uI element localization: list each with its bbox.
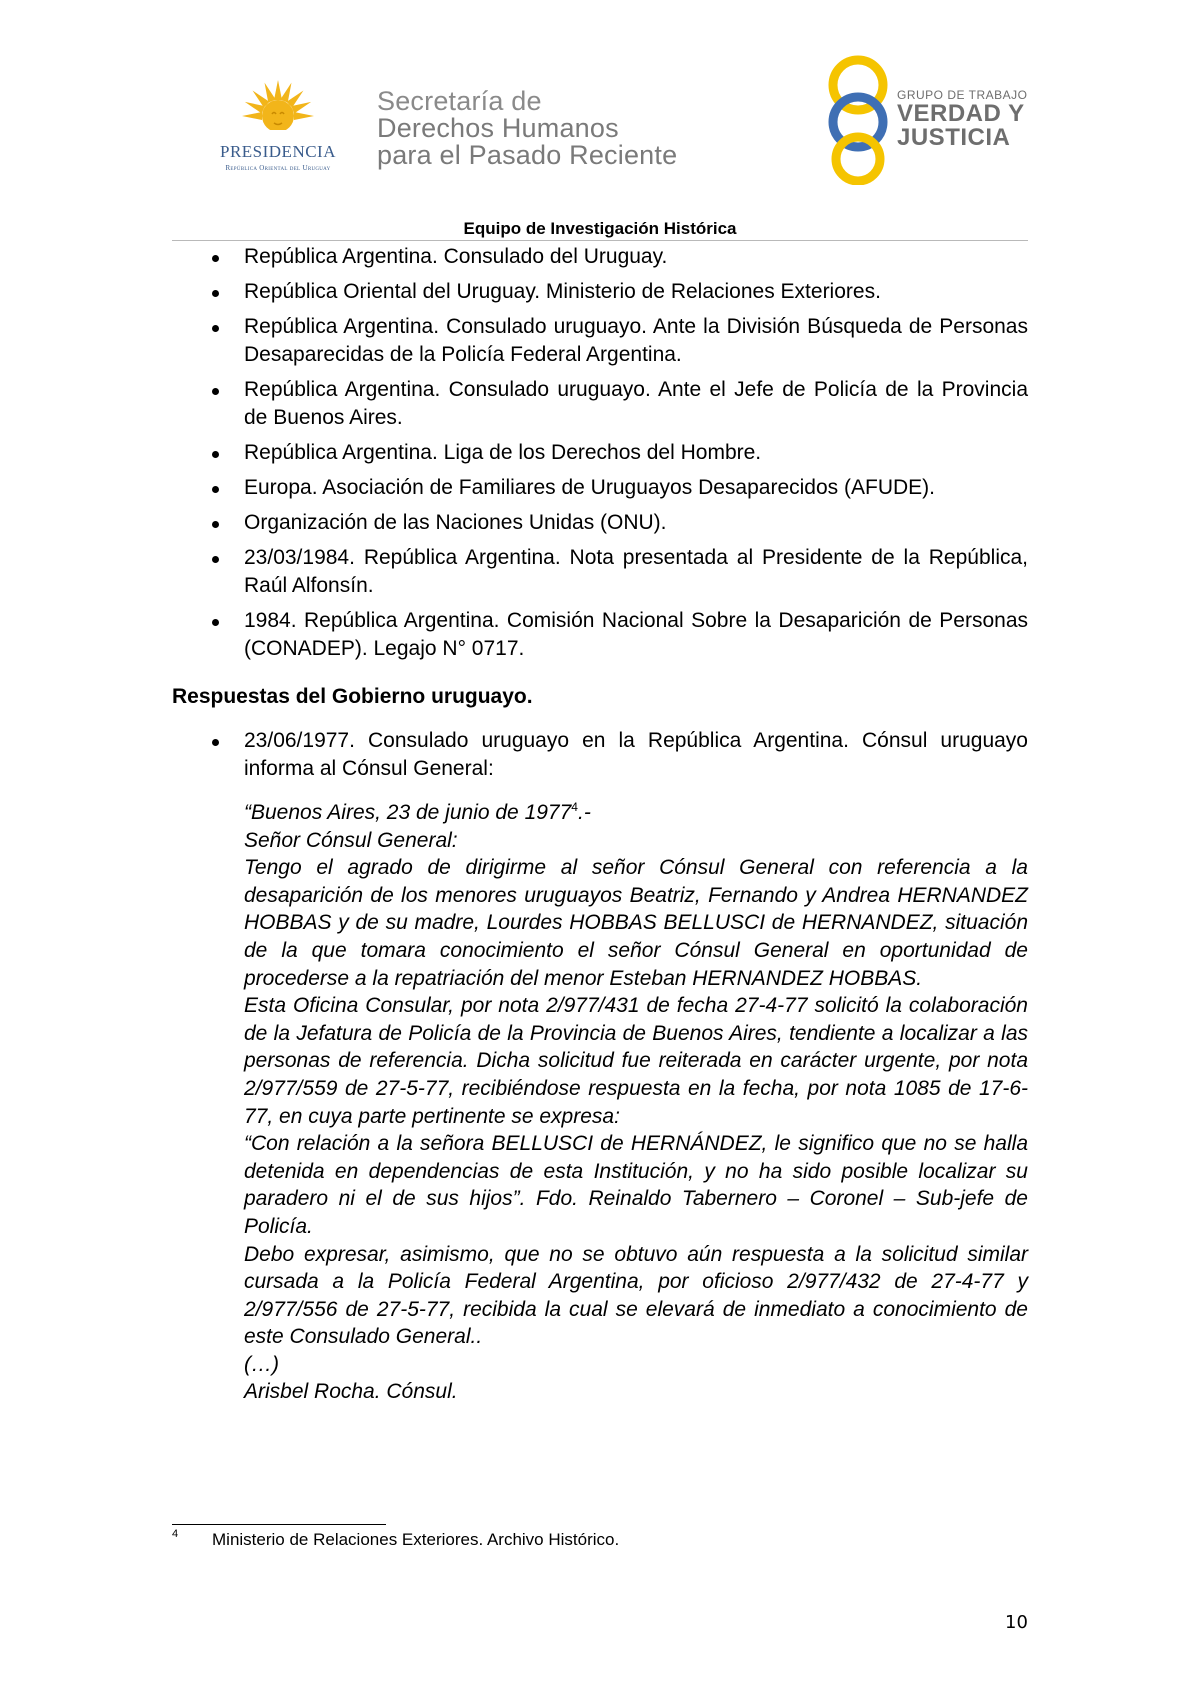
responses-list [172, 727, 1028, 783]
bullet-icon [212, 388, 219, 395]
bullet-icon [212, 486, 219, 493]
bullet-icon [212, 556, 219, 563]
letter-paragraph: Tengo el agrado de dirigirme al señor Cónsul General con referencia a la desaparición de los menores uruguayos Beatriz, Fernando y Andrea HERNANDEZ HOBBAS y de su madre, Lourdes HOBBAS BELLUSCI de HERNANDEZ, situación de la que tomara conocimiento el señor Cónsul General en oportunidad de procederse a la repatriación del menor Esteban HERNANDEZ HOBBAS. [244, 856, 1028, 990]
sources-list [172, 243, 1028, 663]
letter-ellipsis: (…) [244, 1352, 279, 1376]
list-item: 23/06/1977. Consulado uruguayo en la República Argentina. Cónsul uruguayo informa al Cónsul General: [172, 727, 1028, 783]
letter-salutation: Señor Cónsul General: [244, 828, 458, 852]
page-content [172, 243, 1028, 1406]
presidencia-logo [198, 78, 358, 178]
letter-signature: Arisbel Rocha. Cónsul. [244, 1380, 458, 1404]
list-item: Europa. Asociación de Familiares de Uruguayos Desaparecidos (AFUDE). [172, 474, 1028, 502]
list-item: República Argentina. Consulado uruguayo. Ante la División Búsqueda de Personas Desaparecidas de la Policía Federal Argentina. [172, 313, 1028, 369]
letter-opening: “Buenos Aires, 23 de junio de 1977$^4$.- [244, 800, 591, 824]
quoted-letter [244, 799, 1028, 1406]
bullet-icon [212, 521, 219, 528]
presidencia-name: PRESIDENCIA [219, 142, 336, 161]
bullet-icon [212, 255, 219, 262]
list-item: 1984. República Argentina. Comisión Nacional Sobre la Desaparición de Personas (CONADEP). Legajo N° 0717. [172, 607, 1028, 663]
bullet-icon [212, 451, 219, 458]
list-item: República Argentina. Consulado del Uruguay. [172, 243, 1028, 271]
footnote-divider [172, 1524, 386, 1525]
secretaria-line-3: para el Pasado Reciente [377, 140, 678, 170]
sun-emblem-icon [198, 78, 358, 178]
page-number: 10 [1005, 1612, 1028, 1633]
list-item: 23/03/1984. República Argentina. Nota presentada al Presidente de la República, Raúl Alfonsín. [172, 544, 1028, 600]
bullet-icon [212, 290, 219, 297]
bullet-icon [212, 739, 219, 746]
section-title: Respuestas del Gobierno uruguayo. [172, 685, 533, 708]
page-header [0, 0, 1190, 240]
team-heading: Equipo de Investigación Histórica [463, 219, 737, 238]
grupo-line-2: JUSTICIA [897, 124, 1011, 151]
footnote-text: Ministerio de Relaciones Exteriores. Archivo Histórico. [212, 1530, 620, 1549]
secretaria-title [377, 88, 677, 169]
letter-paragraph: “Con relación a la señora BELLUSCI de HERNÁNDEZ, le significo que no se halla detenida en dependencias de esta Institución, y no ha sido posible localizar su paradero ni el de sus hijos”. Fdo. Reinaldo Tabernero – Coronel – Sub-jefe de Policía. [244, 1132, 1028, 1238]
verdad-justicia-text [897, 88, 1027, 150]
presidencia-subtitle: República Oriental del Uruguay [225, 164, 331, 172]
list-item: República Argentina. Liga de los Derechos del Hombre. [172, 439, 1028, 467]
letter-paragraph: Esta Oficina Consular, por nota 2/977/431 de fecha 27-4-77 solicitó la colaboración de la Jefatura de Policía de la Provincia de Buenos Aires, tendiente a localizar a las personas de referencia. Dicha solicitud fue reiterada en carácter urgente, por nota 2/977/559 de 27-5-77, recibiéndose respuesta en la fecha, por nota 1085 de 17-6-77, en cuya parte pertinente se expresa: [244, 994, 1028, 1128]
letter-paragraph: Debo expresar, asimismo, que no se obtuvo aún respuesta a la solicitud similar cursada a la Policía Federal Argentina, por oficioso 2/977/432 de 27-4-77 y 2/977/556 de 27-5-77, recibida la cual se elevará de inmediato a conocimiento de este Consulado General.. [244, 1242, 1028, 1349]
bullet-icon [212, 619, 219, 626]
footnote-ref[interactable]: 4 [571, 800, 578, 814]
grupo-line-1: VERDAD Y [897, 100, 1025, 127]
header-divider [172, 240, 1028, 241]
bullet-icon [212, 325, 219, 332]
secretaria-line-2: Derechos Humanos [377, 113, 619, 143]
list-item: República Oriental del Uruguay. Ministerio de Relaciones Exteriores. [172, 278, 1028, 306]
footnote-number: 4 [172, 1528, 179, 1540]
list-item: República Argentina. Consulado uruguayo. Ante el Jefe de Policía de la Provincia de Buenos Aires. [172, 376, 1028, 432]
secretaria-line-1: Secretaría de [377, 86, 542, 116]
grupo-label: GRUPO DE TRABAJO [897, 88, 1028, 102]
list-item: Organización de las Naciones Unidas (ONU). [172, 509, 1028, 537]
